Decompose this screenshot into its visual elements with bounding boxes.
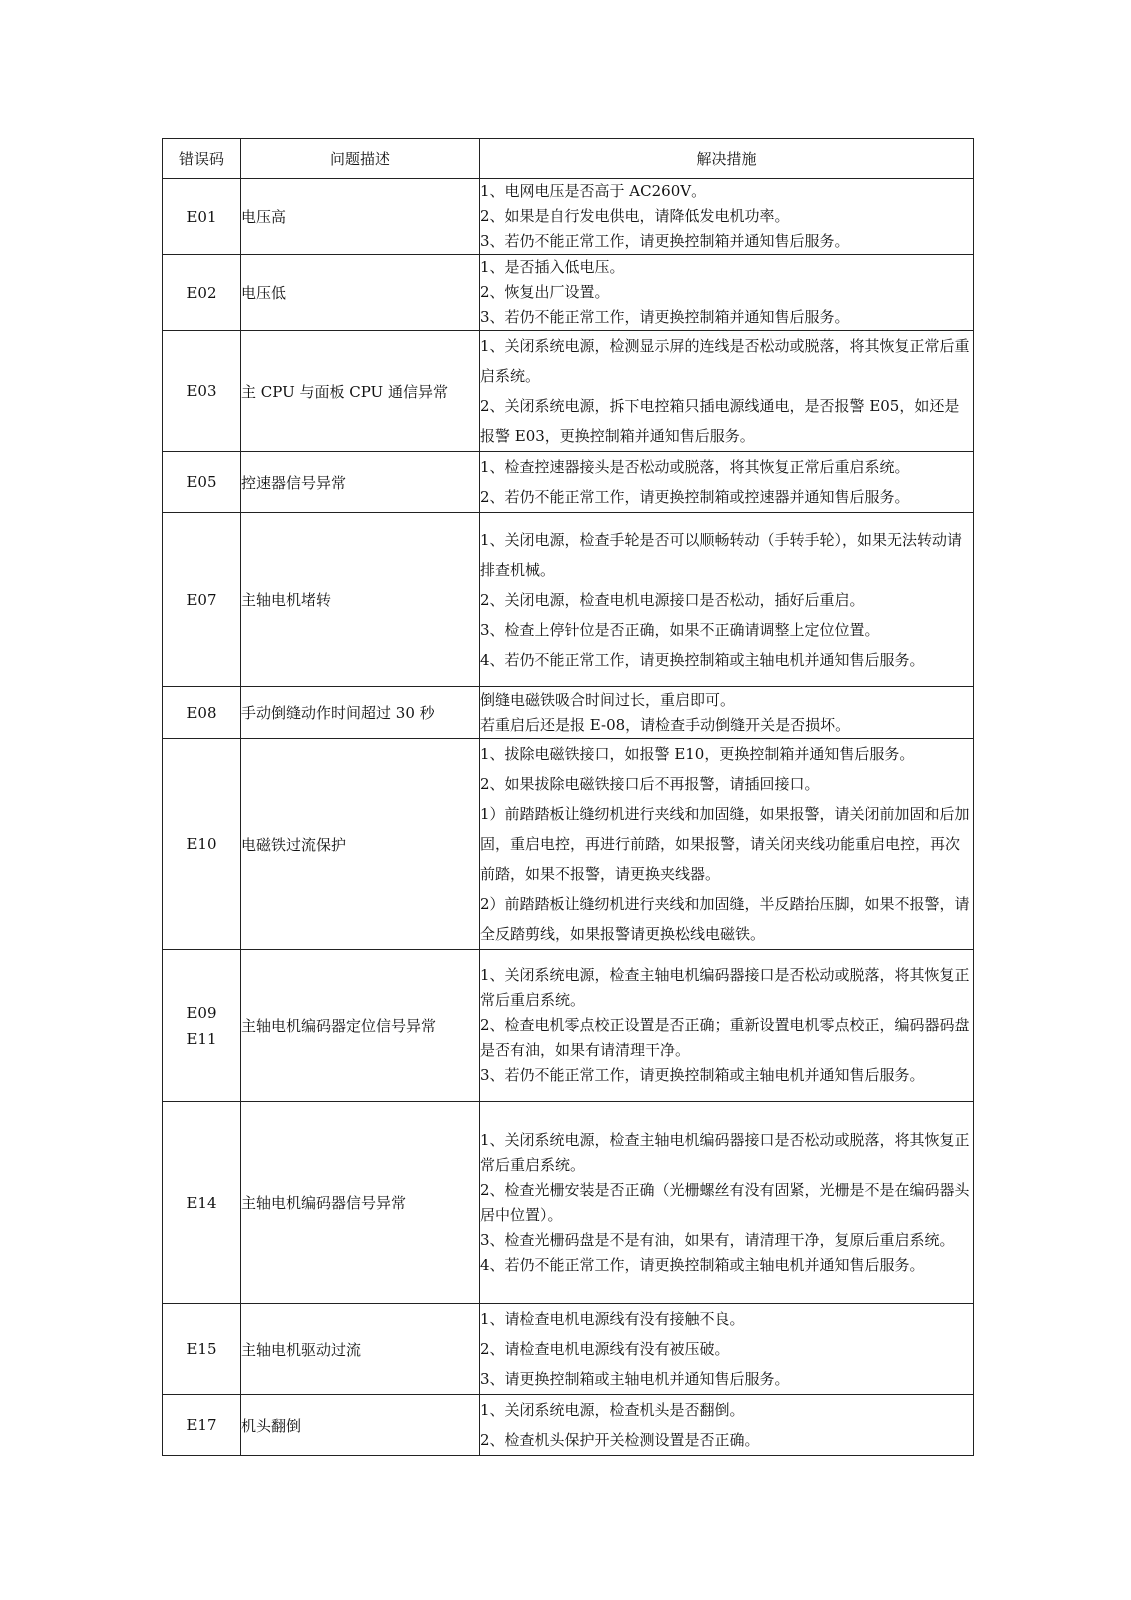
error-code: E08 — [186, 703, 217, 722]
error-code: E02 — [186, 283, 217, 302]
problem-description: 电磁铁过流保护 — [241, 739, 480, 950]
table-row — [163, 255, 974, 331]
header-problem-description: 问题描述 — [241, 139, 480, 179]
solution-cell — [480, 179, 974, 255]
solution-step: 2、检查光栅安装是否正确（光栅螺丝有没有固紧，光栅是不是在编码器头居中位置）。 — [480, 1180, 970, 1224]
solution-step: 1、关闭系统电源，检查主轴电机编码器接口是否松动或脱落，将其恢复正常后重启系统。 — [480, 1130, 970, 1174]
solution-cell — [480, 1304, 974, 1395]
solution-step: 3、检查光栅码盘是不是有油，如果有，请清理干净，复原后重启系统。 — [480, 1230, 955, 1249]
solution-cell — [480, 513, 974, 687]
table-row — [163, 1395, 974, 1456]
problem-description: 主 CPU 与面板 CPU 通信异常 — [241, 331, 480, 452]
solution-step: 2、如果是自行发电供电，请降低发电机功率。 — [480, 207, 790, 225]
solution-step: 3、若仍不能正常工作，请更换控制箱并通知售后服务。 — [480, 232, 850, 250]
solution-step: 2、检查电机零点校正设置是否正确；重新设置电机零点校正，编码器码盘是否有油，如果有请清理干净。 — [480, 1016, 970, 1059]
problem-description: 主轴电机编码器信号异常 — [241, 1102, 480, 1304]
error-code: E17 — [186, 1416, 217, 1434]
error-code: E03 — [186, 382, 217, 400]
error-code-table — [162, 138, 974, 1456]
solution-step: 2、恢复出厂设置。 — [480, 283, 610, 301]
solution-step: 1、关闭系统电源，检测显示屏的连线是否松动或脱落，将其恢复正常后重启系统。 — [480, 337, 970, 385]
header-error-code: 错误码 — [163, 139, 241, 179]
table-row — [163, 1304, 974, 1395]
solution-cell — [480, 452, 974, 513]
error-code-cell — [163, 950, 241, 1102]
problem-description: 机头翻倒 — [241, 1395, 480, 1456]
error-code: E14 — [186, 1193, 217, 1212]
problem-description: 电压高 — [241, 179, 480, 255]
problem-description: 控速器信号异常 — [241, 452, 480, 513]
solution-step: 2、关闭系统电源，拆下电控箱只插电源线通电，是否报警 E05，如还是报警 E03，更换控制箱并通知售后服务。 — [480, 397, 960, 445]
problem-description: 主轴电机堵转 — [241, 513, 480, 687]
solution-cell — [480, 1102, 974, 1304]
problem-description: 主轴电机驱动过流 — [241, 1304, 480, 1395]
solution-step: 1、请检查电机电源线有没有接触不良。 — [480, 1310, 745, 1328]
error-code: E09 — [186, 1003, 217, 1022]
solution-cell — [480, 687, 974, 739]
error-code-cell — [163, 687, 241, 739]
table-row — [163, 950, 974, 1102]
error-code: E05 — [186, 473, 217, 491]
error-code: E15 — [186, 1340, 217, 1358]
solution-step: 4、若仍不能正常工作，请更换控制箱或主轴电机并通知售后服务。 — [480, 1255, 925, 1274]
error-code-cell — [163, 1304, 241, 1395]
solution-step: 1）前踏踏板让缝纫机进行夹线和加固缝，如果报警，请关闭前加固和后加固，重启电控，再进行前踏，如果报警，请关闭夹线功能重启电控，再次前踏，如果不报警，请更换夹线器。 — [480, 805, 970, 883]
table-row — [163, 452, 974, 513]
solution-step: 1、检查控速器接头是否松动或脱落，将其恢复正常后重启系统。 — [480, 458, 910, 476]
error-code: E10 — [186, 835, 217, 853]
table-row — [163, 1102, 974, 1304]
solution-step: 1、关闭系统电源，检查主轴电机编码器接口是否松动或脱落，将其恢复正常后重启系统。 — [480, 966, 970, 1009]
solution-step: 3、若仍不能正常工作，请更换控制箱并通知售后服务。 — [480, 308, 850, 326]
solution-step: 2、如果拔除电磁铁接口后不再报警，请插回接口。 — [480, 775, 820, 793]
solution-cell — [480, 255, 974, 331]
solution-step: 2）前踏踏板让缝纫机进行夹线和加固缝，半反踏抬压脚，如果不报警，请全反踏剪线，如果报警请更换松线电磁铁。 — [480, 895, 970, 943]
table-row — [163, 331, 974, 452]
solution-step: 1、关闭电源，检查手轮是否可以顺畅转动（手转手轮），如果无法转动请排查机械。 — [480, 530, 963, 579]
solution-step: 1、电网电压是否高于 AC260V。 — [480, 182, 707, 200]
solution-step: 倒缝电磁铁吸合时间过长，重启即可。 — [480, 690, 736, 709]
solution-cell — [480, 950, 974, 1102]
error-code-cell — [163, 179, 241, 255]
error-code-cell — [163, 452, 241, 513]
problem-description: 手动倒缝动作时间超过 30 秒 — [241, 687, 480, 739]
table-row — [163, 513, 974, 687]
solution-step: 2、关闭电源，检查电机电源接口是否松动，插好后重启。 — [480, 590, 865, 609]
error-code: E07 — [186, 590, 217, 609]
error-code-cell — [163, 1395, 241, 1456]
solution-cell — [480, 1395, 974, 1456]
solution-step: 3、请更换控制箱或主轴电机并通知售后服务。 — [480, 1370, 790, 1388]
error-code: E01 — [186, 207, 217, 226]
header-solution: 解决措施 — [480, 139, 974, 179]
solution-step: 2、若仍不能正常工作，请更换控制箱或控速器并通知售后服务。 — [480, 488, 910, 506]
solution-step: 若重启后还是报 E-08，请检查手动倒缝开关是否损坏。 — [480, 715, 851, 734]
error-code: E11 — [186, 1029, 217, 1048]
solution-step: 3、检查上停针位是否正确，如果不正确请调整上定位位置。 — [480, 620, 880, 639]
problem-description: 主轴电机编码器定位信号异常 — [241, 950, 480, 1102]
error-code-cell — [163, 739, 241, 950]
solution-cell — [480, 739, 974, 950]
error-code-cell — [163, 331, 241, 452]
table-row — [163, 687, 974, 739]
solution-step: 4、若仍不能正常工作，请更换控制箱或主轴电机并通知售后服务。 — [480, 650, 925, 669]
error-code-cell — [163, 1102, 241, 1304]
solution-step: 1、是否插入低电压。 — [480, 258, 625, 276]
solution-step: 1、关闭系统电源，检查机头是否翻倒。 — [480, 1401, 745, 1419]
error-code-cell — [163, 513, 241, 687]
solution-step: 2、检查机头保护开关检测设置是否正确。 — [480, 1431, 760, 1449]
table-row — [163, 179, 974, 255]
solution-step: 2、请检查电机电源线有没有被压破。 — [480, 1340, 730, 1358]
problem-description: 电压低 — [241, 255, 480, 331]
table-header-row — [163, 139, 974, 179]
error-code-cell — [163, 255, 241, 331]
solution-cell — [480, 331, 974, 452]
table-row — [163, 739, 974, 950]
solution-step: 1、拔除电磁铁接口，如报警 E10，更换控制箱并通知售后服务。 — [480, 745, 915, 763]
solution-step: 3、若仍不能正常工作，请更换控制箱或主轴电机并通知售后服务。 — [480, 1066, 925, 1084]
table-body — [163, 179, 974, 1456]
